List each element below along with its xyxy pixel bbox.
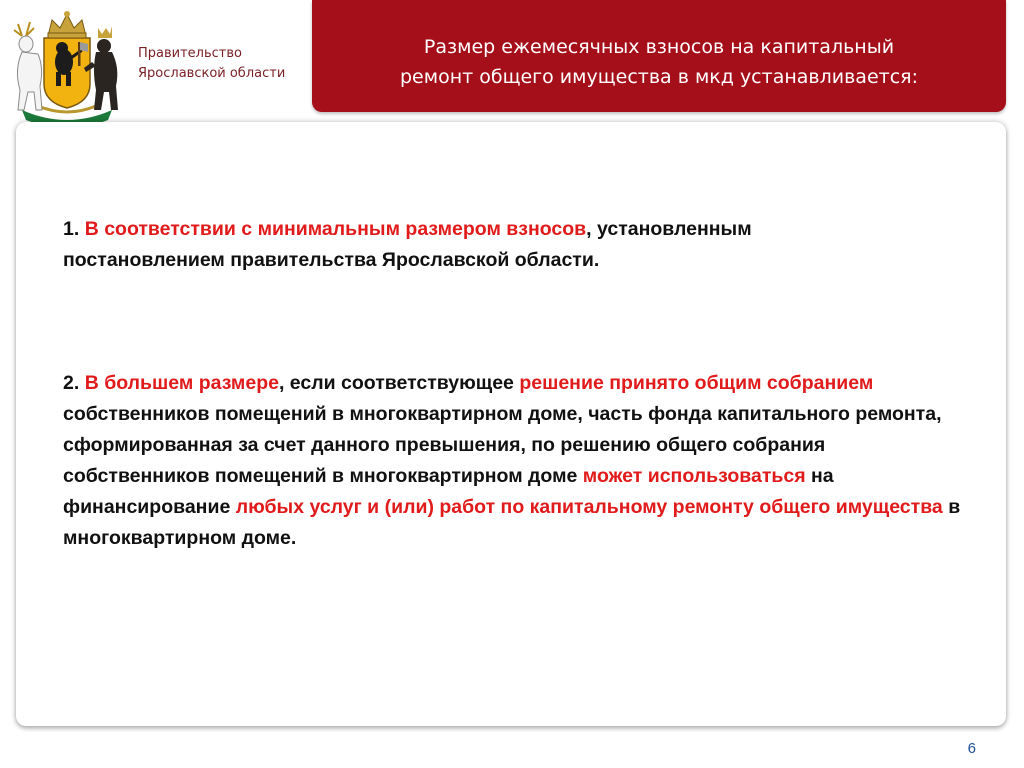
slide-title-line-2: ремонт общего имущества в мкд устанавливается: [400,66,918,88]
organization-name [138,44,313,84]
item-2-text-4: в многоквартирном доме. [63,496,961,549]
organization-name-line-2: Ярославской области [138,66,286,81]
item-2-number: 2. [63,372,85,394]
organization-name-line-1: Правительство [138,46,242,61]
item-1-text: , установленным постановлением правительства Ярославской области. [63,218,752,271]
item-2-text-3: на финансирование [63,465,834,518]
page-number: 6 [967,740,976,757]
item-1-number: 1. [63,218,85,240]
item-2-text-2: собственников помещений в многоквартирном доме, часть фонда капитального ремонта, сформированная за счет данного превышения, по решению общего собрания собственников помещений в многоквартирном доме [63,403,942,487]
item-2-text-1: , если соответствующее [278,372,520,394]
item-2-highlight-2: решение принято общим собранием [519,372,874,394]
slide-title [339,20,979,92]
item-1-highlight: В соответствии с минимальным размером взносов [84,218,587,240]
item-2-highlight-1: В большем размере [84,372,279,394]
list-item-2 [63,368,963,554]
item-2-highlight-4: любых услуг и (или) работ по капитальному ремонту общего имущества [235,496,943,518]
item-2-highlight-3: может использоваться [582,465,806,487]
slide-title-bar [312,0,1006,112]
slide-title-line-1: Размер ежемесячных взносов на капитальный [423,36,895,58]
coat-of-arms-icon [8,6,126,126]
content-panel [16,122,1006,726]
list-item-1 [63,214,883,276]
